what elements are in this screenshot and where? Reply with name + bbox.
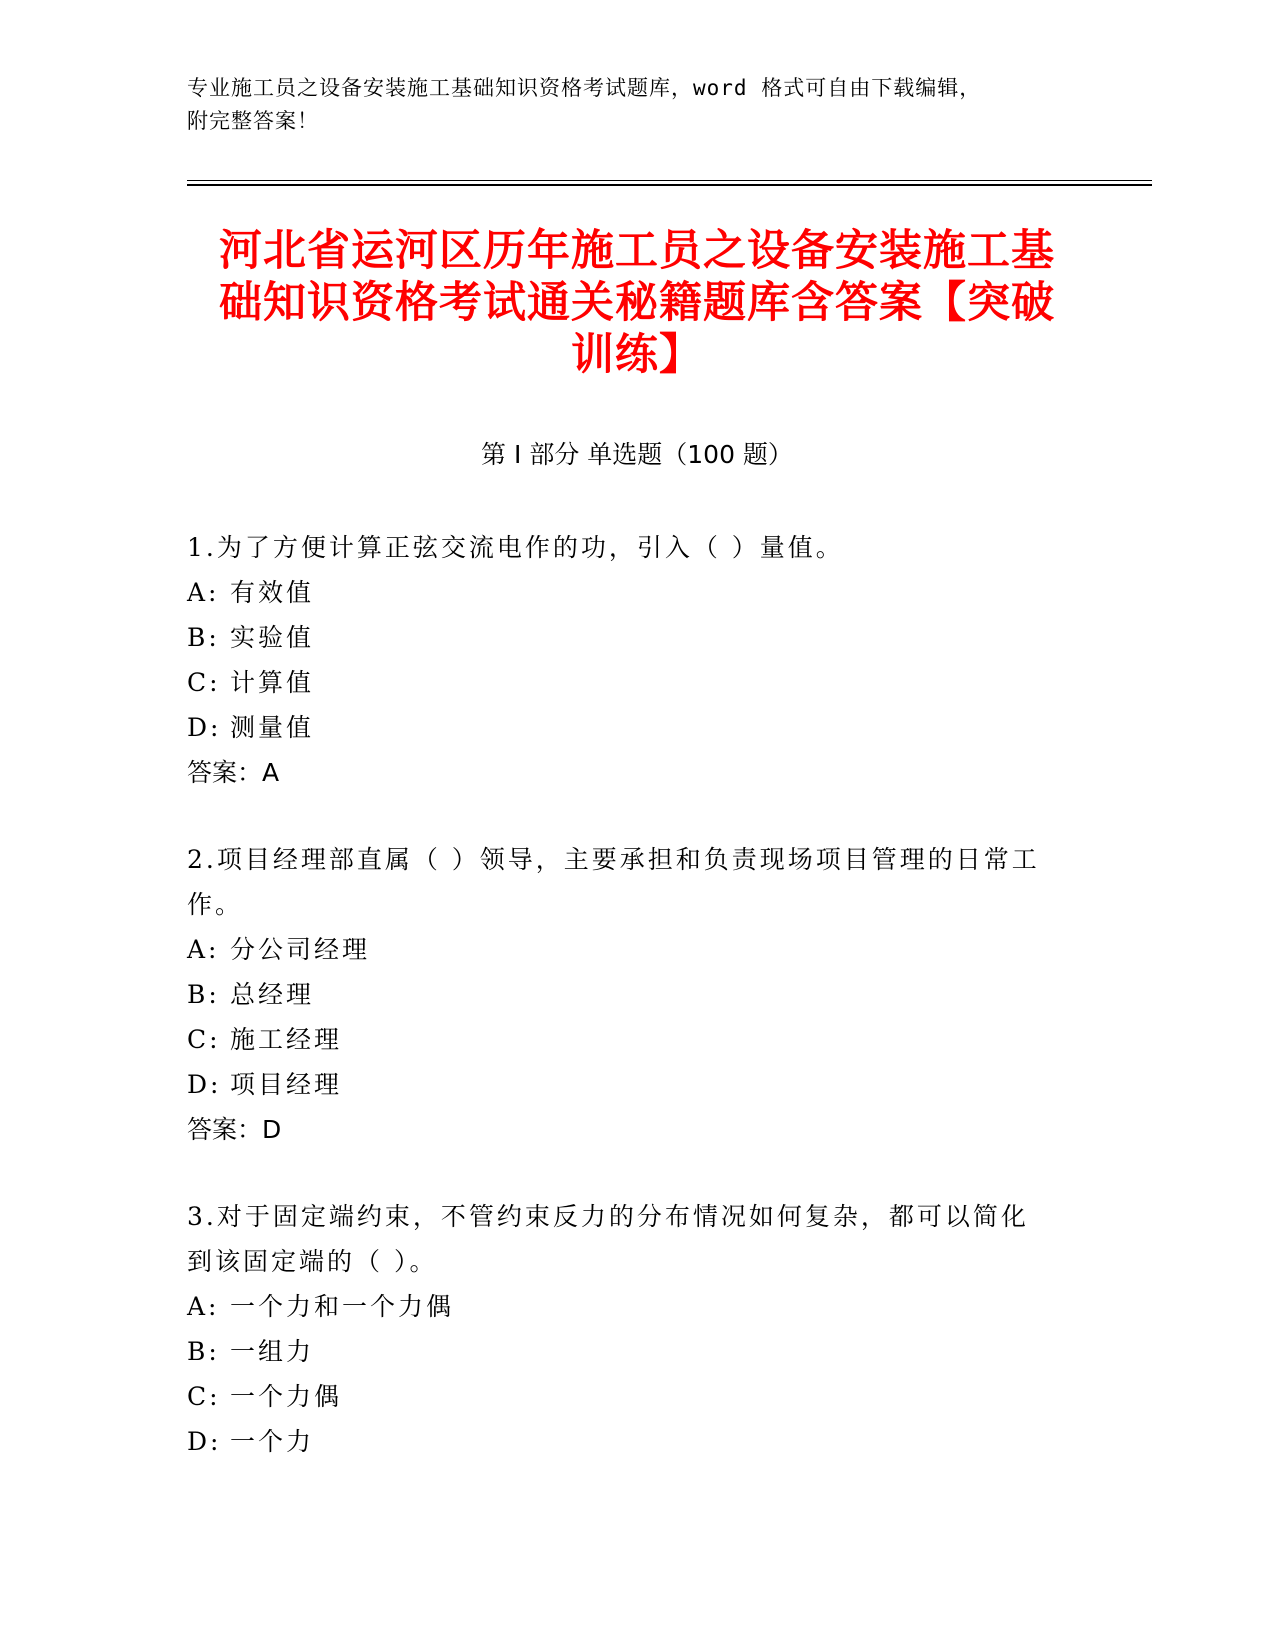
- question-2: [187, 837, 1087, 1152]
- document-title: [187, 225, 1087, 381]
- option-letter: A:: [187, 935, 220, 964]
- header-note: [187, 72, 1067, 138]
- option-text: 有效值: [230, 578, 315, 607]
- option-letter: A:: [187, 578, 220, 607]
- option-a: [187, 570, 1087, 615]
- option-text: 一个力偶: [230, 1382, 343, 1411]
- option-text: 实验值: [230, 623, 315, 652]
- answer-text: 答案：D: [187, 1115, 282, 1144]
- option-letter: A:: [187, 1292, 220, 1321]
- question-stem: 2.项目经理部直属（ ）领导，主要承担和负责现场项目管理的日常工: [187, 845, 1040, 874]
- option-letter: D:: [187, 1070, 222, 1099]
- question-3: [187, 1194, 1087, 1464]
- option-letter: C:: [187, 1382, 221, 1411]
- option-d: [187, 1062, 1087, 1107]
- option-a: [187, 927, 1087, 972]
- option-letter: B:: [187, 623, 220, 652]
- option-d: [187, 1419, 1087, 1464]
- option-text: 测量值: [230, 713, 315, 742]
- option-d: [187, 705, 1087, 750]
- header-note-line-2: 附完整答案！: [187, 109, 319, 133]
- option-letter: C:: [187, 1025, 221, 1054]
- option-c: [187, 1017, 1087, 1062]
- option-letter: D:: [187, 713, 222, 742]
- option-text: 一个力: [230, 1427, 315, 1456]
- option-letter: D:: [187, 1427, 222, 1456]
- question-1: [187, 525, 1087, 795]
- option-c: [187, 1374, 1087, 1419]
- option-text: 项目经理: [230, 1070, 343, 1099]
- option-text: 计算值: [230, 668, 315, 697]
- option-text: 施工经理: [230, 1025, 343, 1054]
- option-letter: B:: [187, 1337, 220, 1366]
- question-list: [187, 525, 1087, 1506]
- header-divider-thin: [187, 180, 1152, 181]
- option-b: [187, 1329, 1087, 1374]
- option-text: 总经理: [230, 980, 315, 1009]
- option-text: 分公司经理: [230, 935, 371, 964]
- header-note-line-1: 专业施工员之设备安装施工基础知识资格考试题库，word 格式可自由下载编辑，: [187, 76, 982, 100]
- option-letter: B:: [187, 980, 220, 1009]
- option-a: [187, 1284, 1087, 1329]
- document-title-line-2: 础知识资格考试通关秘籍题库含答案【突破: [219, 278, 1055, 328]
- header-divider-thick: [187, 184, 1152, 186]
- option-letter: C:: [187, 668, 221, 697]
- option-c: [187, 660, 1087, 705]
- question-stem-continued: 到该固定端的（ ）。: [187, 1247, 438, 1276]
- question-stem: 1.为了方便计算正弦交流电作的功，引入（ ）量值。: [187, 533, 844, 562]
- question-stem-continued: 作。: [187, 890, 244, 919]
- document-title-line-1: 河北省运河区历年施工员之设备安装施工基: [219, 226, 1055, 276]
- question-stem: 3.对于固定端约束，不管约束反力的分布情况如何复杂，都可以简化: [187, 1202, 1029, 1231]
- option-b: [187, 972, 1087, 1017]
- document-title-line-3: 训练】: [571, 330, 703, 380]
- answer-text: 答案：A: [187, 758, 280, 787]
- option-text: 一个力和一个力偶: [230, 1292, 455, 1321]
- option-text: 一组力: [230, 1337, 315, 1366]
- section-heading: 第 I 部分 单选题（100 题）: [481, 440, 793, 469]
- option-b: [187, 615, 1087, 660]
